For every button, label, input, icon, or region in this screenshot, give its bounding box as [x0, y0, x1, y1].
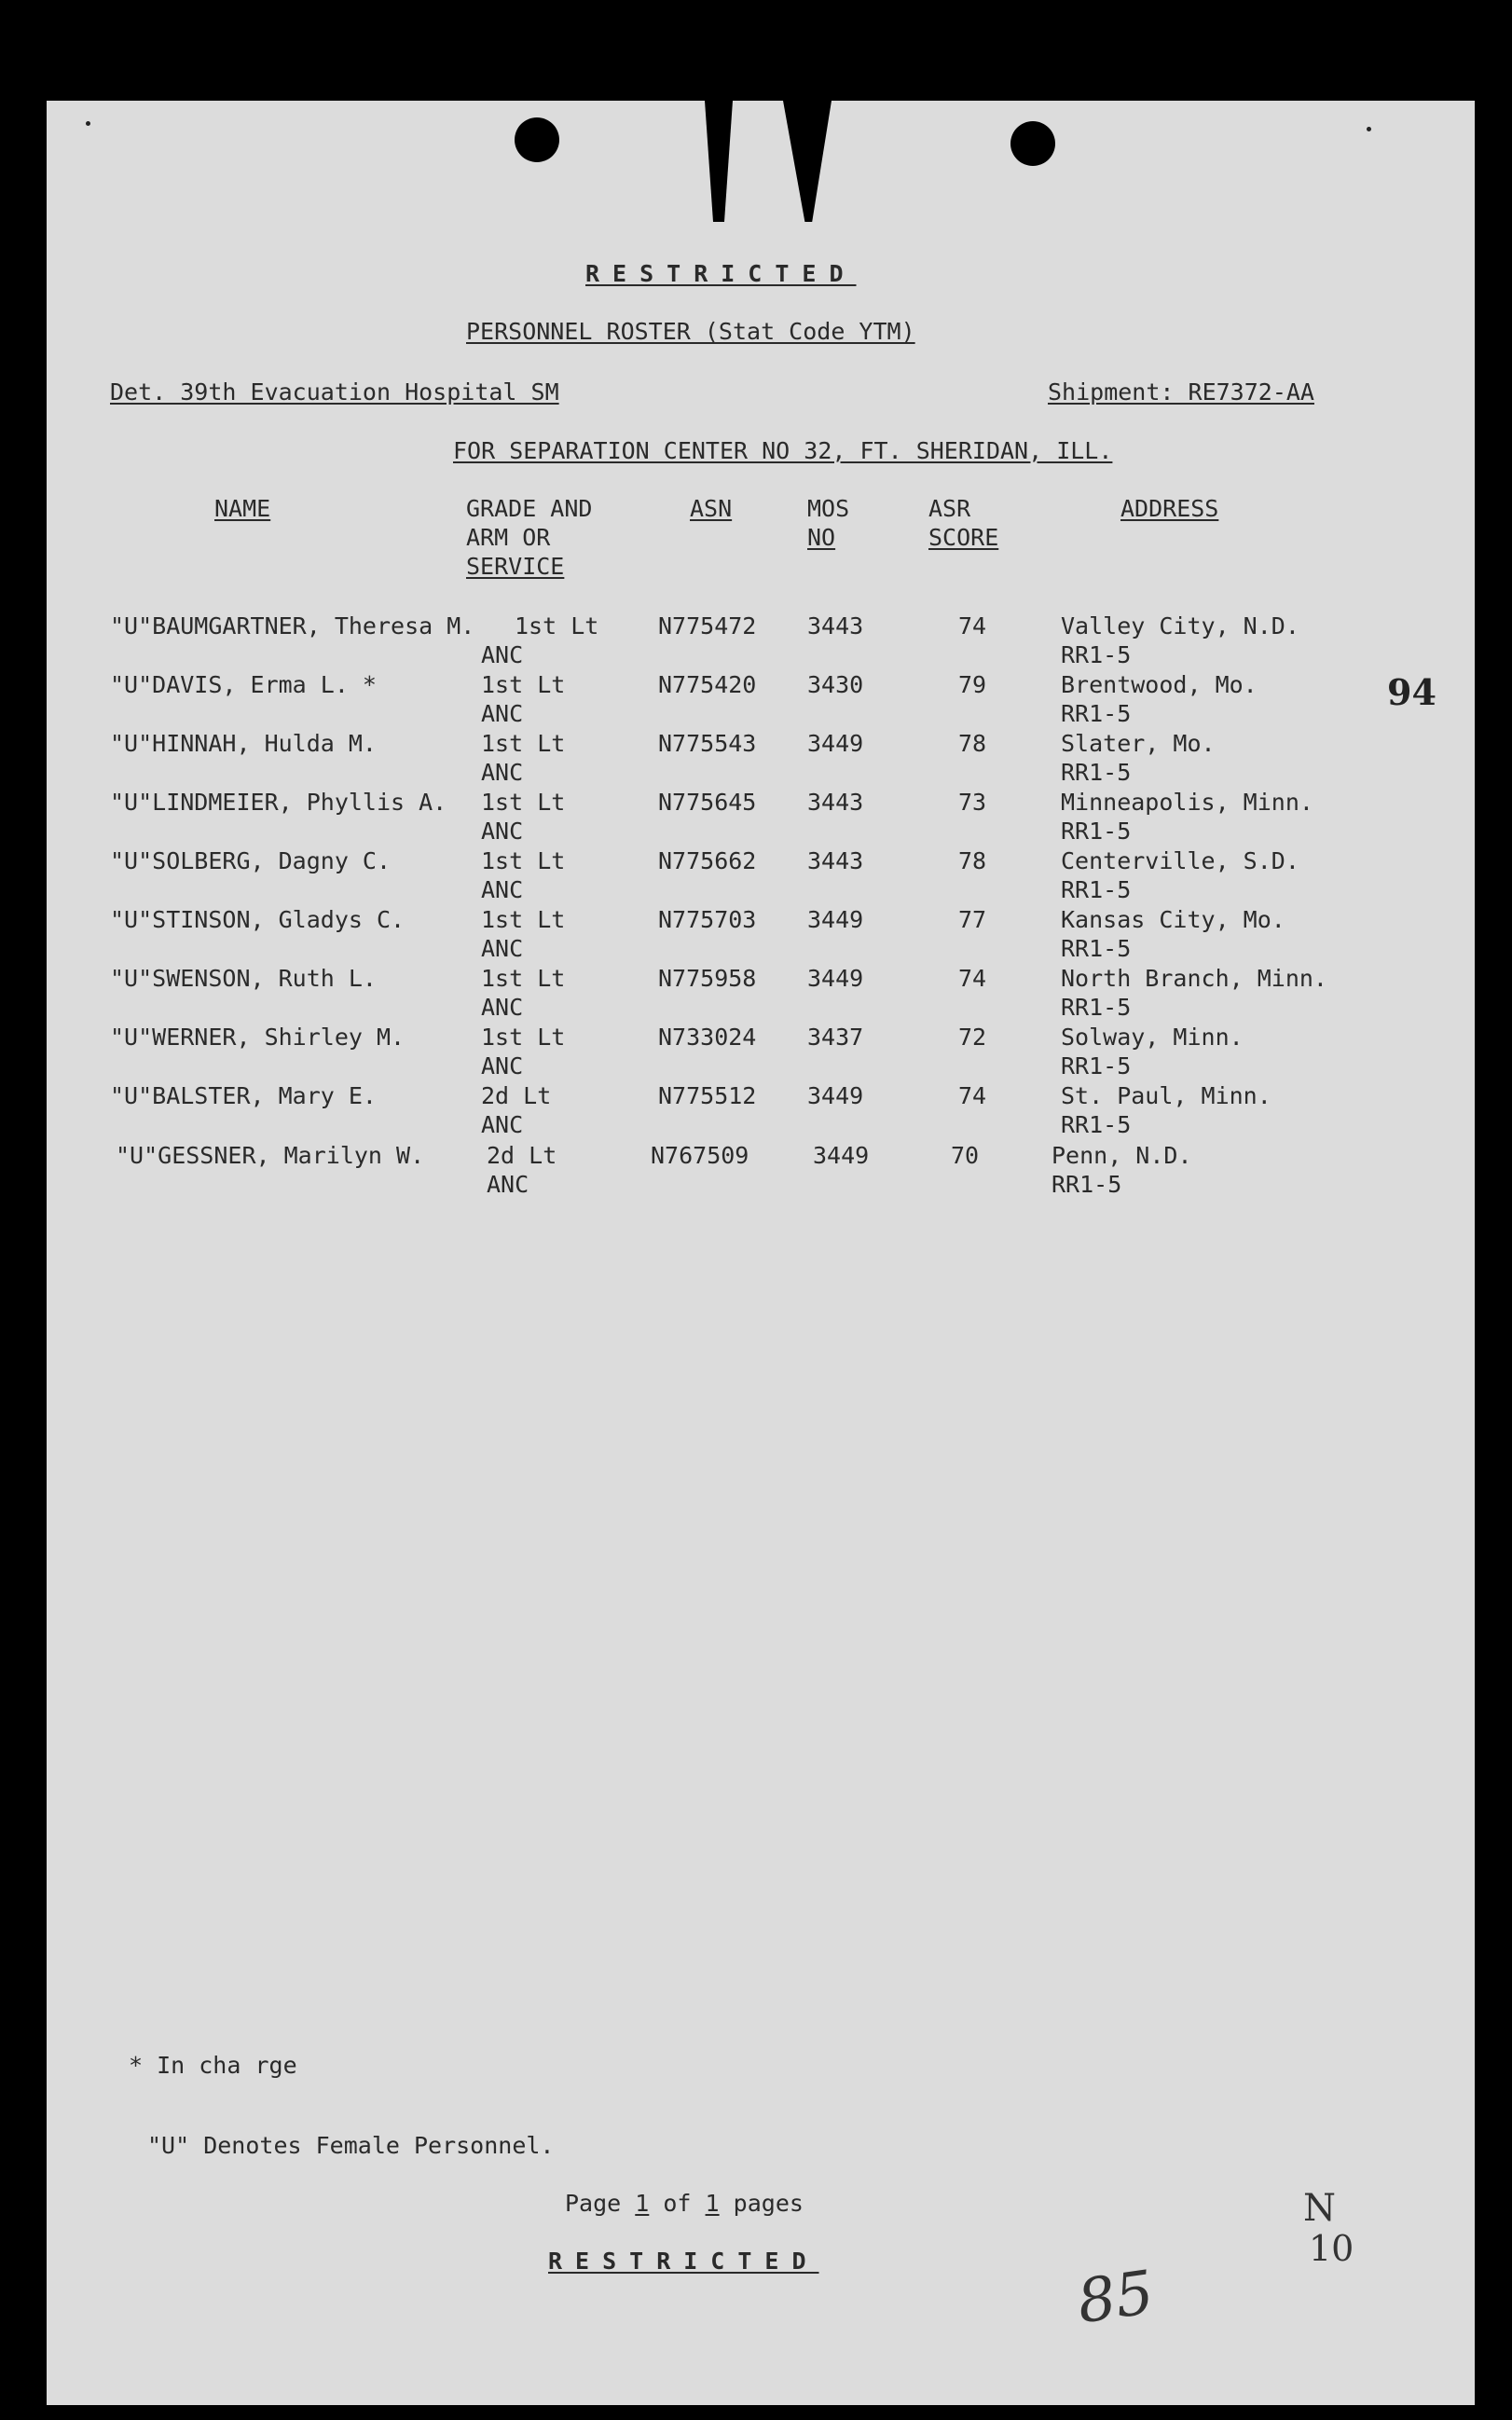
row-code: RR1-5: [1052, 1171, 1122, 1198]
row-city: Penn, N.D.: [1052, 1142, 1192, 1169]
row-city: Minneapolis, Minn.: [1061, 789, 1313, 816]
row-asr: 74: [958, 1082, 987, 1109]
row-arm: ANC: [487, 1171, 529, 1198]
row-grade: 2d Lt: [481, 1082, 552, 1109]
margin-page-number: 94: [1387, 671, 1436, 713]
row-name: "U"BALSTER, Mary E.: [110, 1082, 377, 1109]
row-asn: N775512: [658, 1082, 757, 1109]
col-header-asr: SCORE: [928, 524, 999, 551]
col-header-address: ADDRESS: [1120, 495, 1219, 522]
row-code: RR1-5: [1061, 700, 1132, 727]
row-arm: ANC: [481, 641, 524, 668]
row-code: RR1-5: [1061, 876, 1132, 903]
row-city: St. Paul, Minn.: [1061, 1082, 1271, 1109]
row-arm: ANC: [481, 935, 524, 962]
row-asn: N775662: [658, 847, 757, 874]
punch-hole-left: [515, 117, 559, 162]
row-grade: 1st Lt: [481, 906, 566, 933]
row-grade: 1st Lt: [481, 1024, 566, 1051]
table-row: [47, 905, 1475, 963]
handwritten-note: 85: [1073, 2258, 1159, 2338]
row-grade: 2d Lt: [487, 1142, 557, 1169]
col-header-grade: ARM OR: [466, 524, 551, 551]
row-city: Brentwood, Mo.: [1061, 671, 1258, 698]
row-code: RR1-5: [1061, 1111, 1132, 1138]
footnote-in-charge: * In cha rge: [129, 2052, 297, 2079]
row-name: "U"WERNER, Shirley M.: [110, 1024, 405, 1051]
row-mos: 3449: [807, 906, 864, 933]
col-header-grade: GRADE AND: [466, 495, 593, 522]
row-grade: 1st Lt: [481, 671, 566, 698]
row-mos: 3443: [807, 612, 864, 639]
punch-hole-right: [1010, 121, 1055, 166]
table-row: [47, 1141, 1475, 1199]
col-header-name: NAME: [214, 495, 271, 522]
page-prefix: Page: [565, 2190, 636, 2217]
row-arm: ANC: [481, 1111, 524, 1138]
page-count: [565, 2189, 804, 2218]
col-header-asn: ASN: [690, 495, 733, 522]
destination: FOR SEPARATION CENTER NO 32, FT. SHERIDAN, ILL.: [453, 437, 1113, 464]
row-code: RR1-5: [1061, 1052, 1132, 1079]
row-code: RR1-5: [1061, 818, 1132, 845]
header-restricted: RESTRICTED: [585, 260, 857, 287]
row-code: RR1-5: [1061, 641, 1132, 668]
roster-title: PERSONNEL ROSTER (Stat Code YTM): [466, 318, 915, 345]
row-city: Centerville, S.D.: [1061, 847, 1299, 874]
row-asn: N733024: [658, 1024, 757, 1051]
row-city: Valley City, N.D.: [1061, 612, 1299, 639]
table-row: [47, 964, 1475, 1022]
col-header-asr: ASR: [928, 495, 971, 522]
row-name: "U"HINNAH, Hulda M.: [110, 730, 377, 757]
top-notch: [783, 101, 832, 222]
row-mos: 3449: [807, 730, 864, 757]
speck: [1367, 127, 1371, 131]
table-row: [47, 1081, 1475, 1139]
document-page: [47, 101, 1475, 2405]
row-grade: 1st Lt: [481, 730, 566, 757]
handwritten-note: N: [1303, 2187, 1336, 2230]
page-number: 1: [635, 2190, 650, 2217]
table-row: [47, 612, 1475, 669]
page-mid: of: [649, 2190, 706, 2217]
row-mos: 3449: [807, 965, 864, 992]
speck: [86, 121, 90, 126]
row-city: Solway, Minn.: [1061, 1024, 1244, 1051]
row-arm: ANC: [481, 994, 524, 1021]
handwritten-note: 10: [1309, 2228, 1354, 2269]
row-code: RR1-5: [1061, 994, 1132, 1021]
row-asr: 70: [951, 1142, 980, 1169]
row-city: Slater, Mo.: [1061, 730, 1216, 757]
row-grade: 1st Lt: [481, 789, 566, 816]
row-asn: N775645: [658, 789, 757, 816]
row-asn: N775703: [658, 906, 757, 933]
row-arm: ANC: [481, 876, 524, 903]
row-grade: 1st Lt: [481, 847, 566, 874]
row-asn: N775472: [658, 612, 757, 639]
table-row: [47, 729, 1475, 787]
row-name: "U"STINSON, Gladys C.: [110, 906, 405, 933]
row-city: Kansas City, Mo.: [1061, 906, 1285, 933]
row-mos: 3449: [807, 1082, 864, 1109]
row-mos: 3430: [807, 671, 864, 698]
row-arm: ANC: [481, 700, 524, 727]
row-asr: 79: [958, 671, 987, 698]
row-mos: 3437: [807, 1024, 864, 1051]
row-name: "U"SWENSON, Ruth L.: [110, 965, 377, 992]
row-grade: 1st Lt: [481, 965, 566, 992]
footnote-female-personnel: "U" Denotes Female Personnel.: [147, 2132, 555, 2159]
row-asr: 77: [958, 906, 987, 933]
row-asr: 73: [958, 789, 987, 816]
row-asn: N775543: [658, 730, 757, 757]
col-header-grade: SERVICE: [466, 553, 565, 580]
row-grade: 1st Lt: [515, 612, 599, 639]
row-mos: 3443: [807, 847, 864, 874]
row-arm: ANC: [481, 818, 524, 845]
top-notch: [705, 101, 733, 222]
row-code: RR1-5: [1061, 759, 1132, 786]
table-row: [47, 846, 1475, 904]
shipment-number: Shipment: RE7372-AA: [1048, 378, 1314, 406]
row-name: "U"LINDMEIER, Phyllis A.: [110, 789, 447, 816]
row-arm: ANC: [481, 1052, 524, 1079]
row-mos: 3443: [807, 789, 864, 816]
page-suffix: pages: [719, 2190, 804, 2217]
row-asr: 72: [958, 1024, 987, 1051]
footer-restricted: RESTRICTED: [548, 2248, 819, 2275]
unit-name: Det. 39th Evacuation Hospital SM: [110, 378, 559, 406]
row-arm: ANC: [481, 759, 524, 786]
table-row: [47, 788, 1475, 846]
row-asn: N775420: [658, 671, 757, 698]
row-asr: 74: [958, 965, 987, 992]
row-name: "U"GESSNER, Marilyn W.: [116, 1142, 425, 1169]
row-asn: N767509: [651, 1142, 749, 1169]
col-header-mos: MOS: [807, 495, 850, 522]
row-name: "U"SOLBERG, Dagny C.: [110, 847, 392, 874]
row-asn: N775958: [658, 965, 757, 992]
row-asr: 78: [958, 847, 987, 874]
col-header-mos: NO: [807, 524, 836, 551]
table-row: [47, 670, 1475, 728]
table-row: [47, 1023, 1475, 1080]
row-code: RR1-5: [1061, 935, 1132, 962]
row-mos: 3449: [813, 1142, 870, 1169]
row-asr: 74: [958, 612, 987, 639]
row-city: North Branch, Minn.: [1061, 965, 1327, 992]
row-asr: 78: [958, 730, 987, 757]
page-total: 1: [705, 2190, 720, 2217]
row-name: "U"BAUMGARTNER, Theresa M.: [110, 612, 475, 639]
row-name: "U"DAVIS, Erma L. *: [110, 671, 377, 698]
